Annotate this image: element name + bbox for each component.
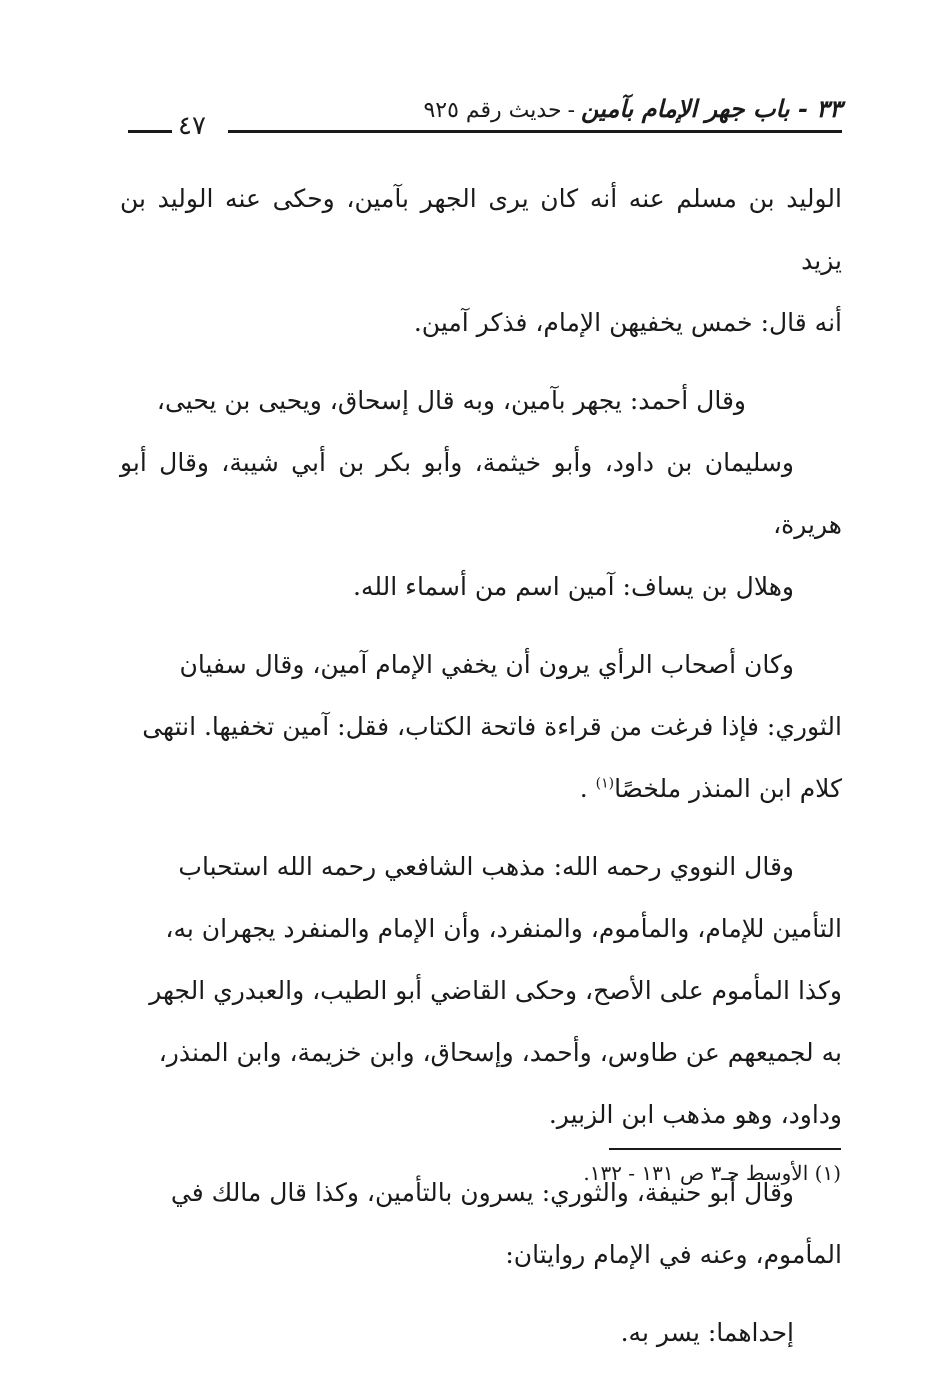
text-line: وقال أبو حنيفة، والثوري: يسرون بالتأمين، وكذا قال مالك في: [170, 1178, 794, 1207]
text-line: إحداهما: يسر به.: [620, 1318, 794, 1347]
footnote-mark: (١): [814, 1161, 841, 1185]
text-line: أنه قال: خمس يخفيهن الإمام، فذكر آمين.: [413, 308, 842, 337]
header-rule: [228, 130, 842, 133]
hadith-reference: حديث رقم ٩٢٥: [423, 98, 562, 123]
header-short-rule: [128, 130, 172, 133]
text-line: وكذا المأموم على الأصح، وحكى القاضي أبو الطيب، والعبدري الجهر: [149, 976, 842, 1005]
text-line: وكان أصحاب الرأي يرون أن يخفي الإمام آمين، وقال سفيان: [179, 650, 794, 679]
text-line: الوليد بن مسلم عنه أنه كان يرى الجهر بآمين، وحكى عنه الوليد بن يزيد: [120, 184, 842, 275]
text-line: وسليمان بن داود، وأبو خيثمة، وأبو بكر بن أبي شيبة، وقال أبو هريرة،: [120, 448, 842, 539]
page-number: ٤٧: [178, 111, 206, 141]
text-line: وقال النووي رحمه الله: مذهب الشافعي رحمه الله استحباب: [178, 852, 794, 881]
text-line: [120, 758, 842, 820]
paragraph: [120, 634, 842, 820]
header-title: [423, 95, 842, 125]
footnote-reference[interactable]: (١): [595, 775, 615, 792]
footnote-rule: [609, 1148, 841, 1150]
text-line: الثوري: فإذا فرغت من قراءة فاتحة الكتاب، فقل: آمين تخفيها. انتهى: [142, 712, 842, 741]
footnote-text: الأوسط جـ٣ ص ١٣١ - ١٣٢.: [583, 1161, 809, 1185]
chapter-title: ٣٣ - باب جهر الإمام بآمين: [581, 94, 842, 123]
header-separator: -: [567, 98, 575, 123]
body-text: [120, 168, 842, 1380]
text-line-content: كلام ابن المنذر ملخصًا: [614, 774, 842, 803]
paragraph: [120, 370, 842, 618]
text-line: وقال أحمد: يجهر بآمين، وبه قال إسحاق، ويحيى بن يحيى،: [156, 386, 746, 415]
paragraph: [120, 168, 842, 354]
paragraph: [120, 1302, 842, 1364]
footnote: [141, 1158, 841, 1188]
text-line: المأموم، وعنه في الإمام روايتان:: [505, 1240, 842, 1269]
text-line: به لجميعهم عن طاوس، وأحمد، وإسحاق، وابن خزيمة، وابن المنذر،: [158, 1038, 842, 1067]
running-header: [120, 95, 842, 145]
text-line: وداود، وهو مذهب ابن الزبير.: [548, 1100, 842, 1129]
text-line: وهلال بن يساف: آمين اسم من أسماء الله.: [353, 572, 794, 601]
text-line-tail: .: [579, 774, 596, 803]
paragraph: [120, 836, 842, 1146]
text-line: التأمين للإمام، والمأموم، والمنفرد، وأن الإمام والمنفرد يجهران به،: [165, 914, 842, 943]
